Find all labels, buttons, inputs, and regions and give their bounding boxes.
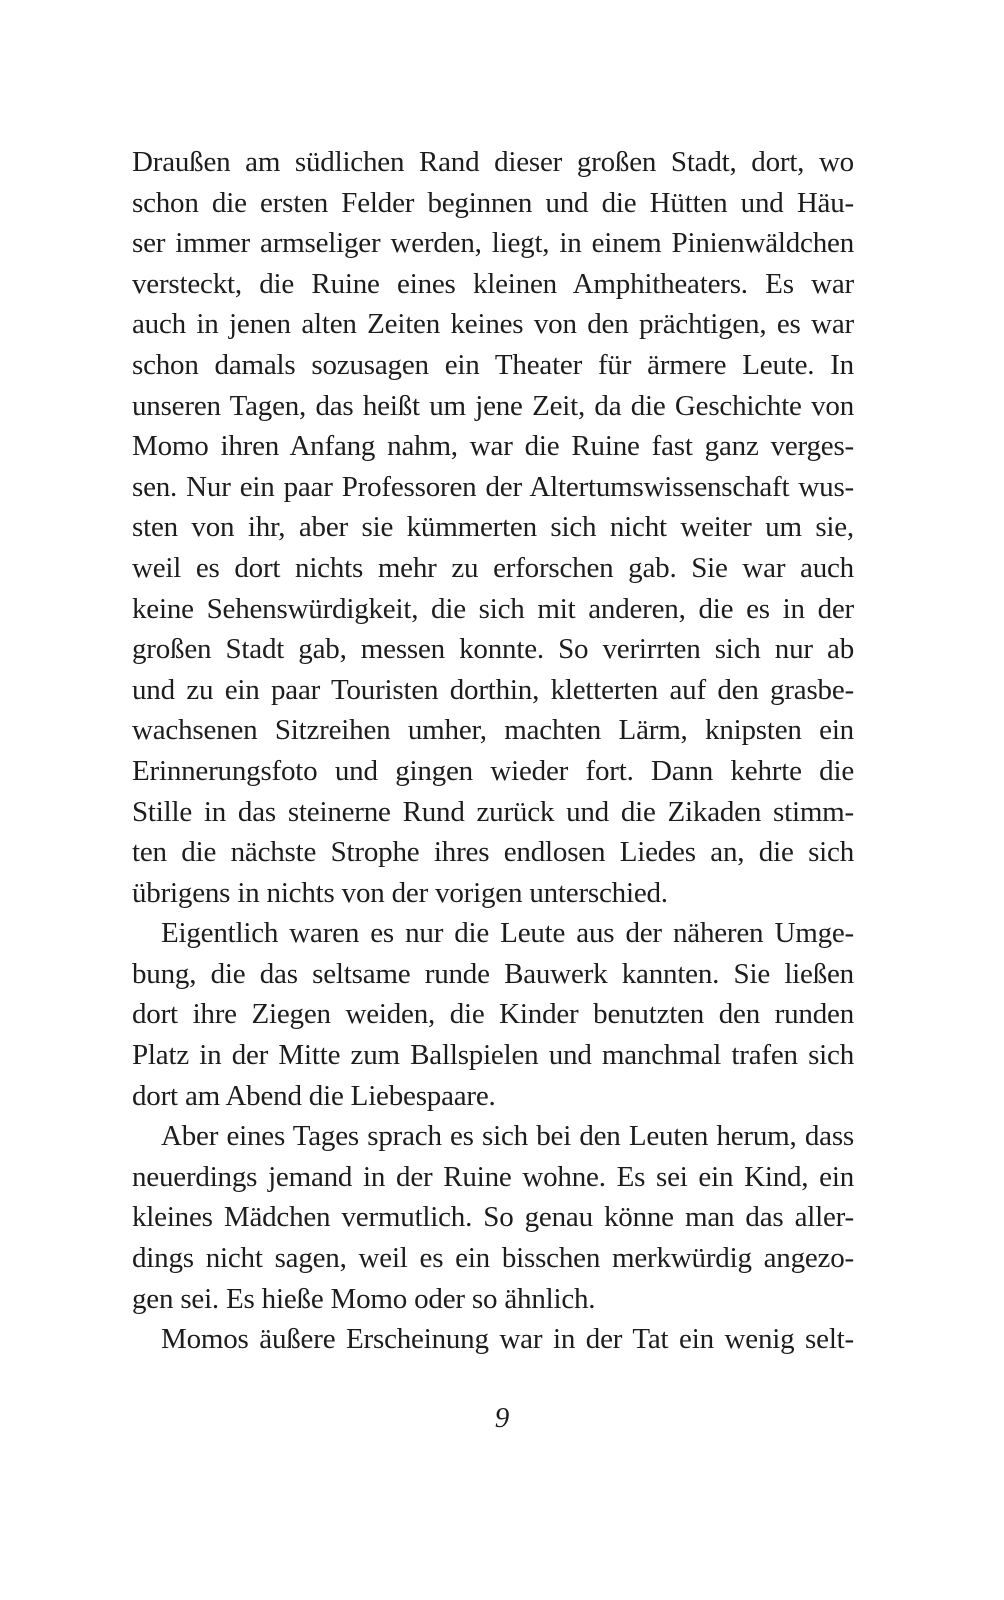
text-line: Aber eines Tages sprach es sich bei den Leuten herum, dass [161, 1120, 854, 1153]
text-line: ser immer armseliger werden, liegt, in einem Pinienwäldchen [132, 227, 854, 260]
text-line: Momos äußere Erscheinung war in der Tat ein wenig selt- [161, 1323, 854, 1356]
text-line: gen sei. Es hieße Momo oder so ähnlich. [132, 1282, 596, 1315]
text-line: großen Stadt gab, messen konnte. So verirrten sich nur ab [132, 633, 854, 666]
text-line: schon damals sozusagen ein Theater für ärmere Leute. In [132, 348, 854, 381]
text-line: dings nicht sagen, weil es ein bisschen merkwürdig angezo- [132, 1242, 854, 1275]
text-line: schon die ersten Felder beginnen und die Hütten und Häu- [132, 186, 854, 219]
text-line: Stille in das steinerne Rund zurück und die Zikaden stimm- [132, 795, 854, 828]
text-line: Draußen am südlichen Rand dieser großen Stadt, dort, wo [132, 146, 854, 178]
text-line: sten von ihr, aber sie kümmerten sich nicht weiter um sie, [132, 511, 854, 544]
text-line: auch in jenen alten Zeiten keines von den prächtigen, es war [132, 308, 854, 341]
text-line: dort ihre Ziegen weiden, die Kinder benutzten den runden [132, 998, 854, 1031]
text-line: kleines Mädchen vermutlich. So genau könne man das aller- [132, 1201, 854, 1234]
text-line: wachsenen Sitzreihen umher, machten Lärm, knipsten ein [132, 714, 854, 747]
text-line: versteckt, die Ruine eines kleinen Amphitheaters. Es war [132, 267, 854, 300]
text-line: übrigens in nichts von der vorigen unterschied. [132, 876, 668, 909]
text-line: ten die nächste Strophe ihres endlosen Liedes an, die sich [132, 836, 854, 869]
text-line: keine Sehenswürdigkeit, die sich mit anderen, die es in der [132, 592, 854, 625]
body-text [132, 142, 854, 1360]
text-line: Erinnerungsfoto und gingen wieder fort. Dann kehrte die [132, 754, 854, 787]
text-line: weil es dort nichts mehr zu erforschen gab. Sie war auch [132, 551, 854, 584]
text-line: und zu ein paar Touristen dorthin, kletterten auf den grasbe- [132, 673, 854, 706]
text-line: bung, die das seltsame runde Bauwerk kannten. Sie ließen [132, 957, 854, 990]
text-line: unseren Tagen, das heißt um jene Zeit, da die Geschichte von [132, 389, 854, 422]
page-number: 9 [494, 1402, 510, 1434]
text-line: Eigentlich waren es nur die Leute aus der näheren Umge- [161, 917, 854, 950]
text-line: Platz in der Mitte zum Ballspielen und manchmal trafen sich [132, 1039, 854, 1072]
text-line: dort am Abend die Liebespaare. [132, 1079, 496, 1112]
text-line: neuerdings jemand in der Ruine wohne. Es sei ein Kind, ein [132, 1160, 854, 1193]
text-line: sen. Nur ein paar Professoren der Altertumswissenschaft wus- [132, 470, 854, 503]
text-line: Momo ihren Anfang nahm, war die Ruine fast ganz verges- [132, 430, 854, 463]
